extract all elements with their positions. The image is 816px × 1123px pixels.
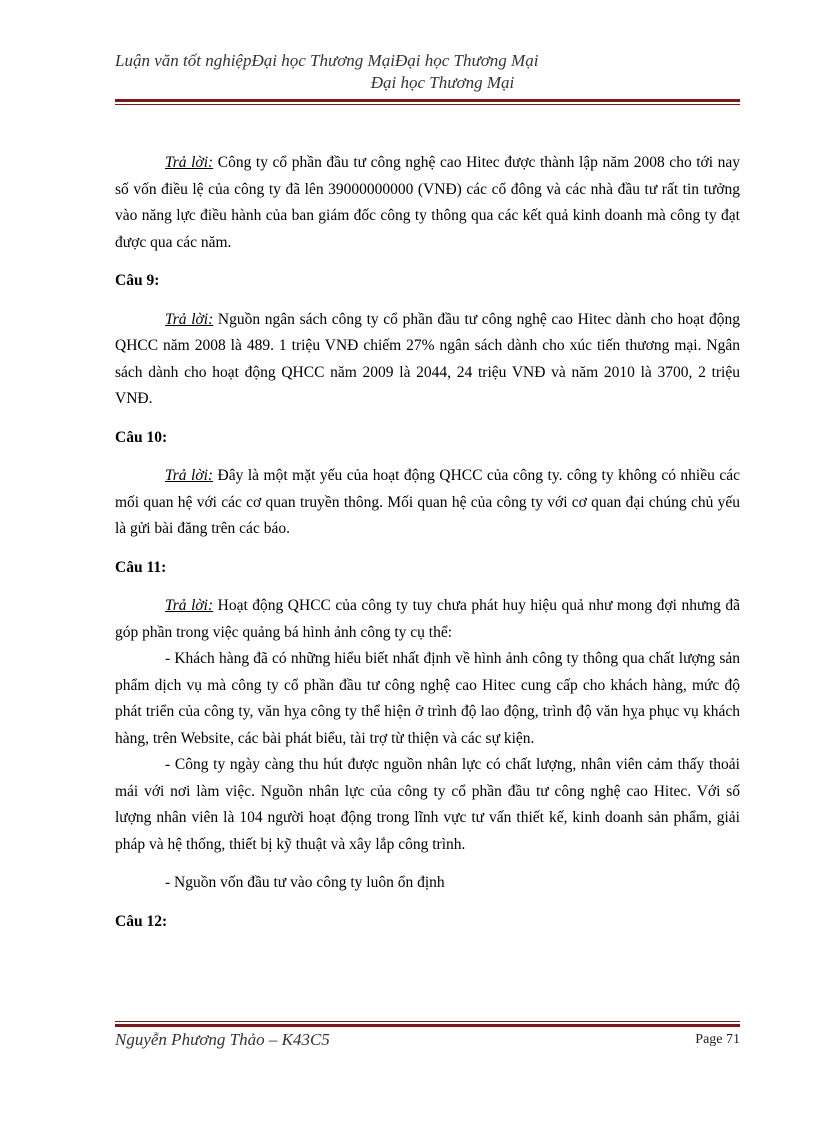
- answer-paragraph-4: Trả lời: Hoạt động QHCC của công ty tuy chưa phát huy hiệu quả như mong đợi nhưng đã góp phần trong việc quảng bá hình ảnh công ty cụ thể:: [115, 597, 741, 641]
- page-number: Page 71: [695, 1032, 740, 1047]
- answer-label: Trả lời:: [165, 310, 214, 328]
- page-header: [115, 50, 740, 94]
- answer-paragraph-3: Trả lời: Đây là một mặt yếu của hoạt động QHCC của công ty. công ty không có nhiều các mối quan hệ với các cơ quan truyền thông. Mối quan hệ của công ty với cơ quan đại chúng chủ yếu là gửi bài đăng trên các báo.: [115, 467, 740, 537]
- answer-label: Trả lời:: [165, 154, 214, 171]
- question-10-heading: Câu 10:: [115, 428, 168, 446]
- question-12-heading: Câu 12:: [115, 912, 168, 930]
- answer-paragraph-2: Trả lời: Nguồn ngân sách công ty cổ phần đầu tư công nghệ cao Hitec dành cho hoạt động QHCC năm 2008 là 489. 1 triệu VNĐ chiếm 27% ngân sách dành cho xúc tiến thương mại. Ngân sách dành cho hoạt động QHCC năm 2009 là 2044, 24 triệu VNĐ và năm 2010 là 3700, 2 triệu VNĐ.: [115, 310, 740, 407]
- bullet-3: - Nguồn vốn đầu tư vào công ty luôn ổn định: [165, 874, 445, 891]
- header-subtitle: Đại học Thương Mại: [370, 73, 515, 92]
- bullet-2: - Công ty ngày càng thu hút được nguồn nhân lực có chất lượng, nhân viên cảm thấy thoải mái với nơi làm việc. Nguồn nhân lực của công ty cổ phần đầu tư công nghệ cao Hitec. Với số lượng nhân viên là 104 người hoạt động trong lĩnh vực tư vấn thiết kế, kinh doanh sản phẩm, giải pháp và hệ thống, thiết bị kỹ thuật và xây lắp công trình.: [115, 756, 740, 853]
- footer-author: Nguyễn Phương Thảo – K43C5: [115, 1030, 330, 1049]
- header-title: Luận văn tốt nghiệpĐại học Thương MạiĐại học Thương Mại: [115, 51, 539, 70]
- bullet-1: - Khách hàng đã có những hiểu biết nhất định về hình ảnh công ty thông qua chất lượng sản phẩm dịch vụ mà công ty cổ phần đầu tư công nghệ cao Hitec cung cấp cho khách hàng, mức độ phát triển của công ty, văn hỵa công ty thể hiện ở trình độ lao động, trình độ văn hỵa phục vụ khách hàng, trên Website, các bài phát biểu, tài trợ từ thiện và các sự kiện.: [115, 650, 740, 747]
- question-9-heading: Câu 9:: [115, 272, 160, 289]
- answer-label: Trả lời:: [165, 597, 214, 614]
- question-11-heading: Câu 11:: [115, 558, 167, 576]
- document-body: [115, 150, 740, 947]
- footer-divider: [115, 1021, 740, 1027]
- answer-paragraph-1: Trả lời: Công ty cổ phần đầu tư công nghệ cao Hitec được thành lập năm 2008 cho tới nay số vốn điều lệ của công ty đã lên 39000000000 (VNĐ) các cổ đông và các nhà đầu tư rất tin tưởng vào năng lực điều hành của ban giám đốc công ty thông qua các kết quả kinh doanh mà công ty đạt được qua các năm.: [115, 154, 741, 251]
- header-divider: [115, 99, 740, 105]
- answer-label: Trả lời:: [165, 467, 214, 484]
